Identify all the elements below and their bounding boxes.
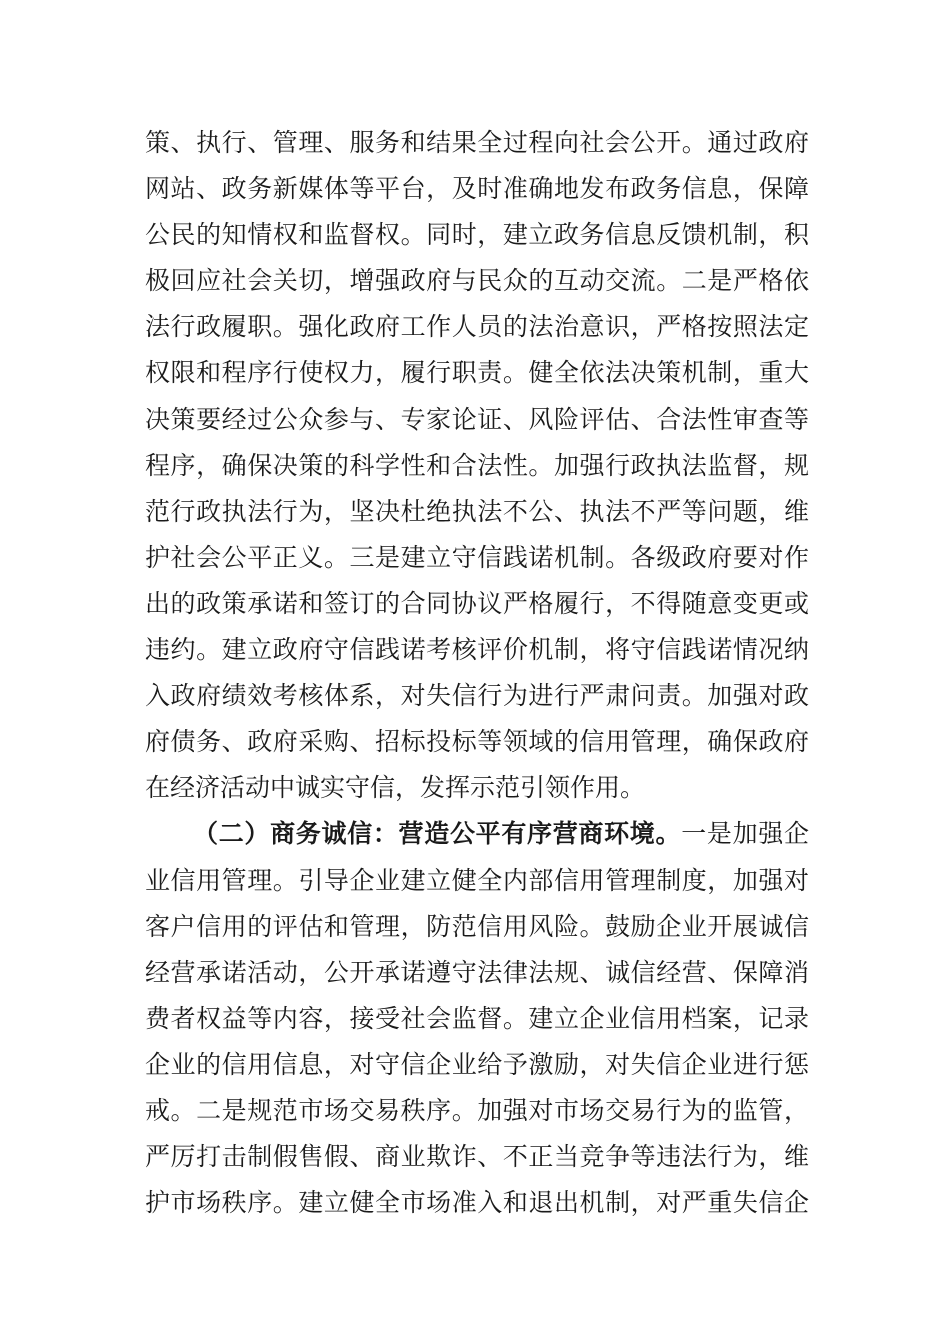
text-line: 极回应社会关切，增强政府与民众的互动交流。二是严格依 — [145, 266, 809, 296]
text-line: 护社会公平正义。三是建立守信践诺机制。各级政府要对作 — [145, 542, 809, 572]
text-line: 严厉打击制假售假、商业欺诈、不正当竞争等违法行为，维 — [145, 1142, 809, 1172]
text-line: 入政府绩效考核体系，对失信行为进行严肃问责。加强对政 — [145, 681, 809, 711]
text-line: 决策要经过公众参与、专家论证、风险评估、合法性审查等 — [145, 404, 809, 434]
text-line: 在经济活动中诚实守信，发挥示范引领作用。 — [145, 773, 646, 803]
text-line: 出的政策承诺和签订的合同协议严格履行，不得随意变更或 — [145, 588, 809, 618]
text-line: 费者权益等内容，接受社会监督。建立企业信用档案，记录 — [145, 1003, 809, 1033]
text-line: 策、执行、管理、服务和结果全过程向社会公开。通过政府 — [145, 128, 809, 157]
text-line: 业信用管理。引导企业建立健全内部信用管理制度，加强对 — [145, 865, 809, 895]
text-line: 经营承诺活动，公开承诺遵守法律法规、诚信经营、保障消 — [145, 957, 809, 987]
text-line: 护市场秩序。建立健全市场准入和退出机制，对严重失信企 — [145, 1188, 809, 1218]
section-heading: （二）商务诚信：营造公平有序营商环境。 — [193, 819, 682, 849]
text-line: 企业的信用信息，对守信企业给予激励，对失信企业进行惩 — [145, 1049, 809, 1079]
text-run: 一是加强企 — [681, 819, 809, 849]
text-line: 范行政执法行为，坚决杜绝执法不公、执法不严等问题，维 — [145, 496, 809, 526]
text-line: 法行政履职。强化政府工作人员的法治意识，严格按照法定 — [145, 312, 809, 342]
paragraph-first-line — [145, 811, 809, 857]
paragraph-1 — [145, 120, 809, 811]
paragraph-2 — [145, 811, 809, 1226]
text-line: 公民的知情权和监督权。同时，建立政务信息反馈机制，积 — [145, 220, 809, 250]
text-line: 客户信用的评估和管理，防范信用风险。鼓励企业开展诚信 — [145, 911, 809, 941]
text-line: 程序，确保决策的科学性和合法性。加强行政执法监督，规 — [145, 450, 809, 480]
text-line: 府债务、政府采购、招标投标等领域的信用管理，确保政府 — [145, 727, 809, 757]
text-line: 戒。二是规范市场交易秩序。加强对市场交易行为的监管， — [145, 1095, 809, 1125]
text-line: 网站、政务新媒体等平台，及时准确地发布政务信息，保障 — [145, 174, 809, 204]
text-line: 权限和程序行使权力，履行职责。健全依法决策机制，重大 — [145, 358, 809, 388]
body-text — [145, 120, 809, 1226]
text-line: 违约。建立政府守信践诺考核评价机制，将守信践诺情况纳 — [145, 635, 809, 665]
